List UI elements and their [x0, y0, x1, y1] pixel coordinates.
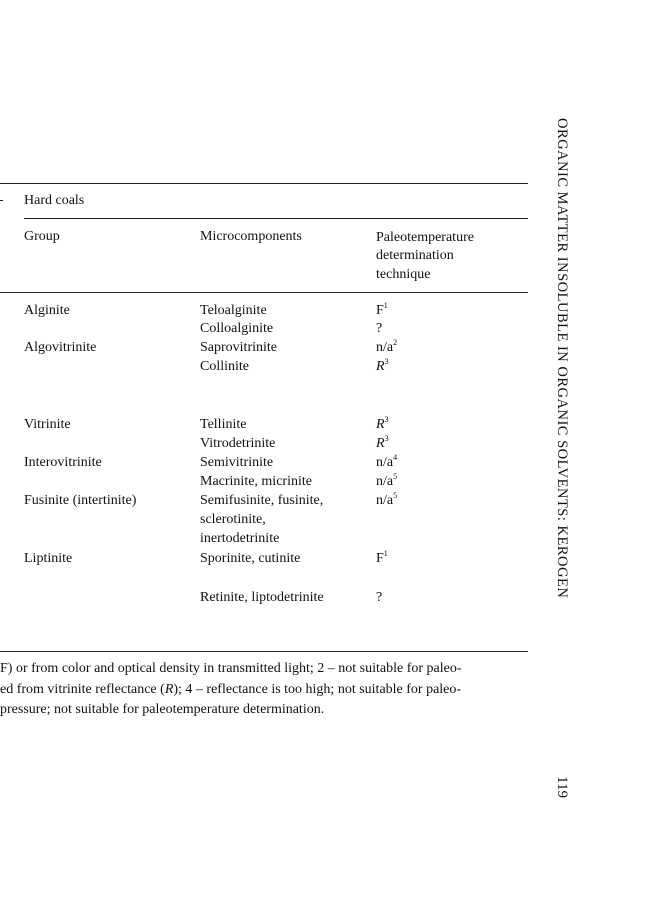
table-left-tick	[0, 200, 3, 201]
header-group: Group	[24, 229, 60, 244]
footnote-line-2	[0, 680, 461, 700]
table-top-rule	[0, 183, 528, 184]
table-cell-technique	[376, 358, 389, 376]
table-cell-microcomponent: Semivitrinite	[200, 455, 274, 470]
table-cell-microcomponent: Saprovitrinite	[200, 340, 277, 355]
header-microcomponents: Microcomponents	[200, 229, 302, 244]
footnote-marker: 3	[384, 434, 389, 443]
technique-value: F	[376, 303, 384, 318]
footnote-text: F) or from color and optical density in transmitted light; 2 – not suitable for paleo-	[0, 661, 462, 676]
table-cell-microcomponent: Sporinite, cutinite	[200, 551, 301, 566]
table-cell-microcomponent: Collinite	[200, 359, 249, 374]
footnote-marker: 5	[393, 491, 398, 500]
footnote-line-1	[0, 659, 462, 679]
footnote-marker: 1	[383, 549, 388, 558]
table-cell-microcomponent: sclerotinite,	[200, 512, 266, 527]
table-bottom-rule	[0, 651, 528, 652]
table-cell-group: Interovitrinite	[24, 455, 102, 470]
table-cell-technique	[376, 435, 389, 453]
table-cell-group: Algovitrinite	[24, 340, 97, 355]
technique-value: n/a	[376, 340, 394, 355]
footnote-text: ed from vitrinite reflectance (	[0, 682, 165, 697]
technique-value: ?	[376, 321, 383, 336]
table-cell-technique	[376, 492, 397, 510]
footnote-marker: 3	[384, 415, 389, 424]
footnote-marker: 2	[393, 338, 398, 347]
technique-value: ?	[376, 590, 383, 605]
table-cell-microcomponent: Vitrodetrinite	[200, 436, 276, 451]
technique-value: n/a	[376, 493, 394, 508]
table-cell-microcomponent: inertodetrinite	[200, 531, 280, 546]
section-label: Hard coals	[24, 193, 85, 208]
footnote-marker: 5	[393, 472, 398, 481]
page-number: 119	[554, 776, 570, 798]
technique-value: R	[376, 359, 385, 374]
table-cell-microcomponent: Macrinite, micrinite	[200, 474, 312, 489]
table-cell-technique	[376, 320, 382, 338]
header-bottom-rule	[0, 292, 528, 293]
footnote-marker: 3	[384, 357, 389, 366]
table-cell-technique	[376, 589, 382, 607]
table-cell-group: Fusinite (intertinite)	[24, 493, 137, 508]
table-cell-technique	[376, 454, 397, 472]
running-head: ORGANIC MATTER INSOLUBLE IN ORGANIC SOLVENTS: KEROGEN	[554, 118, 570, 599]
table-cell-group: Vitrinite	[24, 417, 71, 432]
technique-value: F	[376, 551, 384, 566]
table-cell-technique	[376, 339, 397, 357]
table-cell-technique	[376, 416, 389, 434]
footnote-marker: 1	[383, 301, 388, 310]
technique-value: n/a	[376, 474, 394, 489]
header-technique-line2: determination	[376, 248, 454, 263]
footnote-italic: R	[164, 682, 174, 697]
table-cell-group: Alginite	[24, 303, 70, 318]
footnote-marker: 4	[393, 453, 398, 462]
table-cell-microcomponent: Retinite, liptodetrinite	[200, 590, 324, 605]
header-top-rule	[24, 218, 528, 219]
header-technique-line1: Paleotemperature	[376, 230, 474, 245]
table-cell-microcomponent: Semifusinite, fusinite,	[200, 493, 324, 508]
header-technique-line3: technique	[376, 267, 431, 282]
table-cell-microcomponent: Teloalginite	[200, 303, 267, 318]
technique-value: R	[376, 417, 385, 432]
footnote-text: pressure; not suitable for paleotemperature determination.	[0, 702, 325, 717]
footnote-line-3	[0, 700, 324, 720]
table-cell-microcomponent: Colloalginite	[200, 321, 274, 336]
table-cell-technique	[376, 550, 388, 568]
table-cell-microcomponent: Tellinite	[200, 417, 247, 432]
technique-value: R	[376, 436, 385, 451]
footnote-text: ); 4 – reflectance is too high; not suitable for paleo-	[173, 682, 462, 697]
table-cell-group: Liptinite	[24, 551, 73, 566]
technique-value: n/a	[376, 455, 394, 470]
table-cell-technique	[376, 473, 397, 491]
table-cell-technique	[376, 302, 388, 320]
